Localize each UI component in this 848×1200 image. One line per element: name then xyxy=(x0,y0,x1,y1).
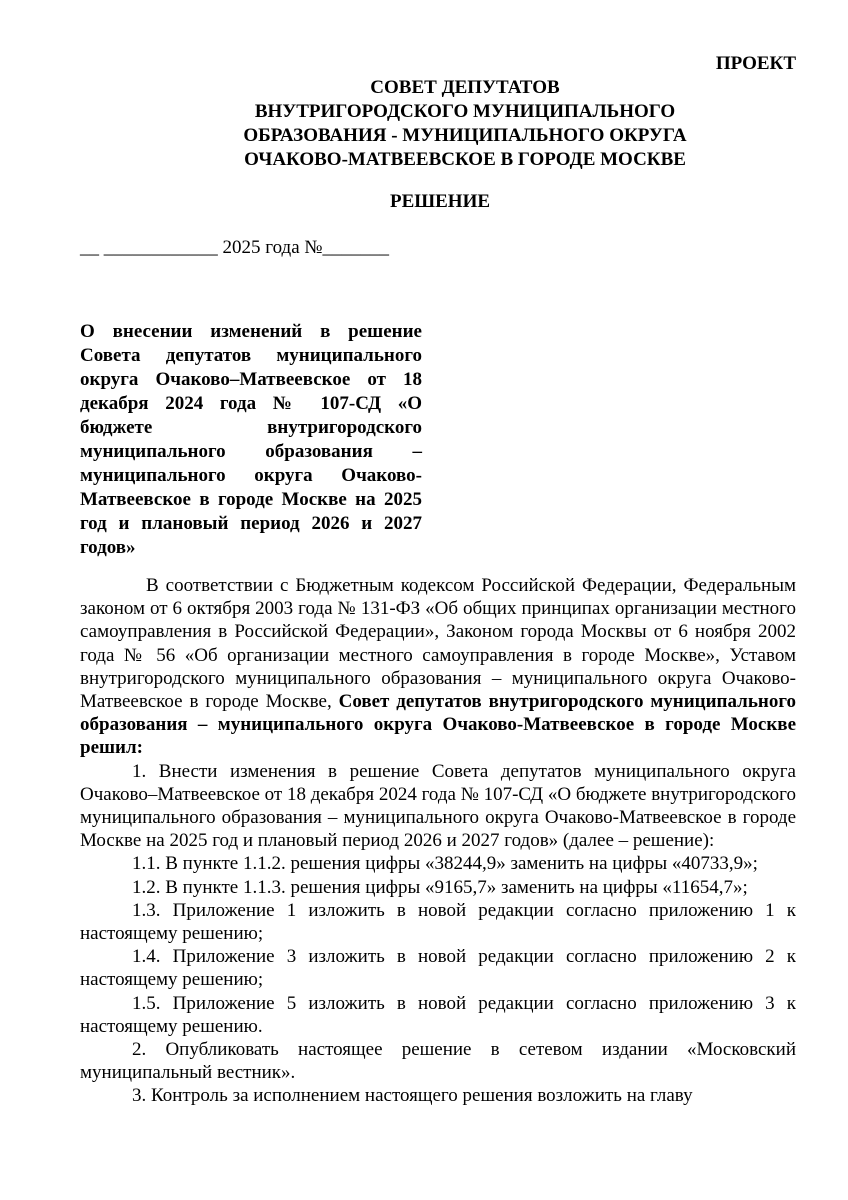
decision-body xyxy=(80,574,796,1108)
date-number-line: __ ____________ 2025 года №_______ xyxy=(80,237,390,258)
decision-title: РЕШЕНИЕ xyxy=(389,191,491,212)
decision-subitem: 1.3. Приложение 1 изложить в новой редакции согласно приложению 1 к настоящему решению; xyxy=(80,899,796,945)
project-label: ПРОЕКТ xyxy=(715,53,796,74)
council-header-line: ВНУТРИГОРОДСКОГО МУНИЦИПАЛЬНОГО xyxy=(254,101,676,122)
council-header-line: ОЧАКОВО-МАТВЕЕВСКОЕ В ГОРОДЕ МОСКВЕ xyxy=(244,149,686,170)
decision-item: 2. Опубликовать настоящее решение в сетевом издании «Московский муниципальный вестник». xyxy=(80,1039,796,1084)
decision-subitem: 1.5. Приложение 5 изложить в новой редакции согласно приложению 3 к настоящему решению. xyxy=(80,992,796,1037)
council-header-line: ОБРАЗОВАНИЯ - МУНИЦИПАЛЬНОГО ОКРУГА xyxy=(243,125,687,146)
decision-subitem: 1.4. Приложение 3 изложить в новой редакции согласно приложению 2 к настоящему решению; xyxy=(80,946,796,991)
decision-item: 1. Внести изменения в решение Совета депутатов муниципального округа Очаково–Матвеевское от 18 декабря 2024 года № 107-СД «О бюджете внутригородского муниципального образования – муниципального округа Очаково-Матвеевское в городе Москве на 2025 год и плановый период 2026 и 2027 годов» (далее – решение): xyxy=(80,760,796,852)
decision-subitem: 1.2. В пункте 1.1.3. решения цифры «9165,7» заменить на цифры «11654,7»; xyxy=(132,876,748,898)
preamble-paragraph xyxy=(80,574,796,760)
council-header xyxy=(0,76,848,172)
preamble-text: В соответствии с Бюджетным кодексом Российской Федерации, Федеральным законом от 6 октября 2003 года № 131-ФЗ «Об общих принципах организации местного самоуправления в Российской Федерации», Законом города Москвы от 6 ноября 2002 года № 56 «Об организации местного самоуправления в городе Москве», Уставом внутригородского муниципального образования – муниципального округа Очаково-Матвеевское в городе Москве, xyxy=(80,575,796,713)
decision-subitem: 1.1. В пункте 1.1.2. решения цифры «38244,9» заменить на цифры «40733,9»; xyxy=(132,853,758,875)
preamble-resolution: Совет депутатов внутригородского муниципального образования – муниципального округа Очаково-Матвеевское в городе Москве решил: xyxy=(80,691,796,759)
decision-subject: О внесении изменений в решение Совета депутатов муниципального округа Очаково–Матвеевское от 18 декабря 2024 года № 107-СД «О бюджете внутригородского муниципального образования – муниципального округа Очаково-Матвеевское в городе Москве на 2025 год и плановый период 2026 и 2027 годов» xyxy=(80,321,422,558)
council-header-line: СОВЕТ ДЕПУТАТОВ xyxy=(370,77,560,98)
decision-item: 3. Контроль за исполнением настоящего решения возложить на главу xyxy=(132,1085,693,1107)
